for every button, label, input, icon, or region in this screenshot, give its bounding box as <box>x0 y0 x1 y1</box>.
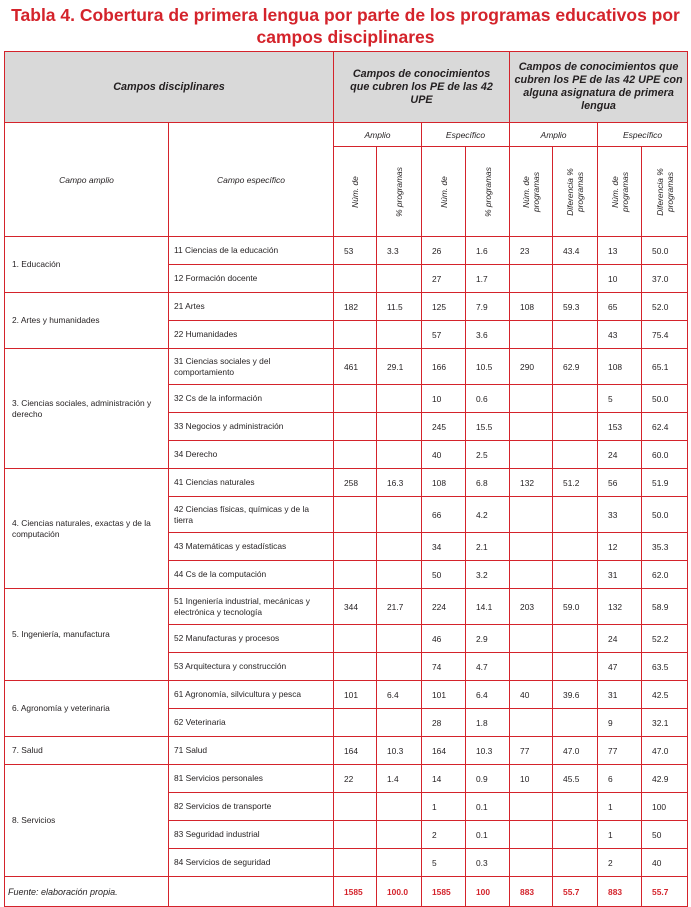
campo-especifico-cell: 34 Derecho <box>169 441 334 469</box>
value-cell: 32.1 <box>642 709 688 737</box>
header-group1: Campos de conocimientos que cubren los PE de las 42 UPE <box>334 52 510 123</box>
value-cell: 5 <box>598 385 642 413</box>
campo-especifico-cell: 12 Formación docente <box>169 265 334 293</box>
value-cell: 15.5 <box>466 413 510 441</box>
header-especifico-2: Específico <box>598 123 688 147</box>
value-cell: 11.5 <box>377 293 422 321</box>
value-cell <box>553 625 598 653</box>
campo-amplio-cell: 4. Ciencias naturales, exactas y de la computación <box>5 469 169 589</box>
value-cell: 101 <box>422 681 466 709</box>
value-cell: 290 <box>510 349 553 385</box>
value-cell <box>334 413 377 441</box>
value-cell <box>553 497 598 533</box>
value-cell <box>553 385 598 413</box>
source-note: Fuente: elaboración propia. <box>8 887 118 897</box>
value-cell <box>377 793 422 821</box>
value-cell <box>377 497 422 533</box>
value-cell: 52.2 <box>642 625 688 653</box>
value-cell: 74 <box>422 653 466 681</box>
value-cell: 1 <box>598 821 642 849</box>
value-cell: 2.9 <box>466 625 510 653</box>
value-cell: 108 <box>598 349 642 385</box>
value-cell: 50.0 <box>642 237 688 265</box>
value-cell <box>553 265 598 293</box>
value-cell: 1.4 <box>377 765 422 793</box>
value-cell: 0.6 <box>466 385 510 413</box>
column-header <box>642 147 688 237</box>
value-cell: 42.5 <box>642 681 688 709</box>
value-cell: 66 <box>422 497 466 533</box>
value-cell: 132 <box>598 589 642 625</box>
value-cell <box>377 385 422 413</box>
column-header-label: Núm. de programas <box>609 171 630 212</box>
value-cell: 28 <box>422 709 466 737</box>
campo-especifico-cell: 52 Manufacturas y procesos <box>169 625 334 653</box>
value-cell: 33 <box>598 497 642 533</box>
value-cell <box>334 653 377 681</box>
table-row <box>5 469 688 497</box>
value-cell: 40 <box>422 441 466 469</box>
table-row <box>5 765 688 793</box>
total-value-cell: 883 <box>510 877 553 907</box>
value-cell: 27 <box>422 265 466 293</box>
value-cell: 52.0 <box>642 293 688 321</box>
value-cell <box>510 849 553 877</box>
campo-especifico-cell: 41 Ciencias naturales <box>169 469 334 497</box>
value-cell: 10.3 <box>466 737 510 765</box>
value-cell: 75.4 <box>642 321 688 349</box>
value-cell <box>334 441 377 469</box>
table-row <box>5 237 688 265</box>
value-cell: 53 <box>334 237 377 265</box>
value-cell: 40 <box>642 849 688 877</box>
value-cell: 4.7 <box>466 653 510 681</box>
value-cell <box>553 793 598 821</box>
campo-especifico-cell: 33 Negocios y administración <box>169 413 334 441</box>
value-cell: 60.0 <box>642 441 688 469</box>
header-amplio-1: Amplio <box>334 123 422 147</box>
value-cell: 35.3 <box>642 533 688 561</box>
value-cell: 6.4 <box>377 681 422 709</box>
value-cell <box>334 793 377 821</box>
value-cell <box>377 321 422 349</box>
value-cell <box>377 413 422 441</box>
total-value-cell: 1585 <box>334 877 377 907</box>
campo-especifico-cell: 84 Servicios de seguridad <box>169 849 334 877</box>
column-header-label: % programas <box>482 166 493 217</box>
campo-amplio-cell: 8. Servicios <box>5 765 169 877</box>
value-cell <box>553 561 598 589</box>
value-cell: 65 <box>598 293 642 321</box>
value-cell <box>553 533 598 561</box>
coverage-table <box>4 51 688 907</box>
value-cell: 21.7 <box>377 589 422 625</box>
value-cell <box>553 653 598 681</box>
campo-amplio-cell: 1. Educación <box>5 237 169 293</box>
column-header-label: Diferencia % programas <box>565 167 586 216</box>
value-cell: 245 <box>422 413 466 441</box>
value-cell: 56 <box>598 469 642 497</box>
column-header-label: Núm. de <box>350 175 361 208</box>
column-header <box>422 147 466 237</box>
value-cell <box>334 265 377 293</box>
column-header <box>334 147 377 237</box>
value-cell <box>510 561 553 589</box>
value-cell: 1 <box>422 793 466 821</box>
campo-especifico-cell: 82 Servicios de transporte <box>169 793 334 821</box>
header-campo-especifico: Campo específico <box>169 123 334 237</box>
column-header <box>466 147 510 237</box>
value-cell <box>377 533 422 561</box>
value-cell: 10 <box>598 265 642 293</box>
value-cell <box>377 441 422 469</box>
value-cell <box>510 413 553 441</box>
value-cell: 26 <box>422 237 466 265</box>
column-header-label: Núm. de programas <box>521 171 542 212</box>
total-value-cell: 55.7 <box>642 877 688 907</box>
value-cell <box>553 709 598 737</box>
column-header <box>510 147 553 237</box>
value-cell: 5 <box>422 849 466 877</box>
value-cell: 0.9 <box>466 765 510 793</box>
value-cell: 10 <box>422 385 466 413</box>
value-cell: 62.0 <box>642 561 688 589</box>
value-cell: 59.0 <box>553 589 598 625</box>
value-cell <box>377 821 422 849</box>
value-cell: 1.8 <box>466 709 510 737</box>
value-cell: 77 <box>598 737 642 765</box>
campo-especifico-cell: 42 Ciencias físicas, químicas y de la tierra <box>169 497 334 533</box>
header-especifico-1: Específico <box>422 123 510 147</box>
campo-especifico-cell: 51 Ingeniería industrial, mecánicas y electrónica y tecnología <box>169 589 334 625</box>
value-cell: 6.8 <box>466 469 510 497</box>
value-cell: 182 <box>334 293 377 321</box>
value-cell: 2 <box>422 821 466 849</box>
value-cell: 344 <box>334 589 377 625</box>
value-cell <box>553 413 598 441</box>
campo-especifico-cell: 21 Artes <box>169 293 334 321</box>
value-cell <box>510 533 553 561</box>
value-cell <box>510 821 553 849</box>
value-cell: 4.2 <box>466 497 510 533</box>
table-title: Tabla 4. Cobertura de primera lengua por parte de los programas educativos por campos disciplinares <box>11 5 680 47</box>
value-cell <box>334 533 377 561</box>
value-cell <box>510 441 553 469</box>
value-cell <box>510 265 553 293</box>
column-header <box>598 147 642 237</box>
value-cell: 13 <box>598 237 642 265</box>
table-row <box>5 293 688 321</box>
value-cell: 108 <box>510 293 553 321</box>
campo-especifico-cell: 11 Ciencias de la educación <box>169 237 334 265</box>
value-cell: 153 <box>598 413 642 441</box>
value-cell <box>377 265 422 293</box>
header-campos: Campos disciplinares <box>5 52 334 123</box>
value-cell: 125 <box>422 293 466 321</box>
value-cell <box>377 625 422 653</box>
value-cell <box>510 321 553 349</box>
header-group2: Campos de conocimientos que cubren los PE de las 42 UPE con alguna asignatura de primera lengua <box>510 52 688 123</box>
value-cell: 2 <box>598 849 642 877</box>
value-cell: 0.3 <box>466 849 510 877</box>
value-cell <box>553 821 598 849</box>
total-value-cell: 100.0 <box>377 877 422 907</box>
value-cell: 7.9 <box>466 293 510 321</box>
value-cell: 2.5 <box>466 441 510 469</box>
value-cell: 51.2 <box>553 469 598 497</box>
column-header-label: Diferencia % programas <box>654 167 675 216</box>
table-row <box>5 681 688 709</box>
column-header <box>377 147 422 237</box>
value-cell <box>377 709 422 737</box>
value-cell <box>510 625 553 653</box>
value-cell: 203 <box>510 589 553 625</box>
value-cell <box>377 653 422 681</box>
value-cell <box>377 849 422 877</box>
value-cell: 34 <box>422 533 466 561</box>
value-cell: 9 <box>598 709 642 737</box>
value-cell <box>334 709 377 737</box>
value-cell: 24 <box>598 625 642 653</box>
table-row <box>5 349 688 385</box>
value-cell: 16.3 <box>377 469 422 497</box>
value-cell <box>334 561 377 589</box>
total-value-cell: 100 <box>466 877 510 907</box>
campo-especifico-cell: 31 Ciencias sociales y del comportamiento <box>169 349 334 385</box>
value-cell: 132 <box>510 469 553 497</box>
value-cell <box>334 321 377 349</box>
value-cell: 14.1 <box>466 589 510 625</box>
value-cell <box>334 385 377 413</box>
value-cell: 3.6 <box>466 321 510 349</box>
value-cell: 166 <box>422 349 466 385</box>
value-cell <box>334 625 377 653</box>
totals-empty-cell <box>169 877 334 907</box>
value-cell: 47.0 <box>553 737 598 765</box>
value-cell: 23 <box>510 237 553 265</box>
value-cell: 24 <box>598 441 642 469</box>
value-cell: 40 <box>510 681 553 709</box>
campo-amplio-cell: 7. Salud <box>5 737 169 765</box>
value-cell: 1.7 <box>466 265 510 293</box>
campo-especifico-cell: 81 Servicios personales <box>169 765 334 793</box>
table-row <box>5 589 688 625</box>
value-cell: 3.3 <box>377 237 422 265</box>
value-cell: 1 <box>598 793 642 821</box>
value-cell: 0.1 <box>466 821 510 849</box>
value-cell <box>553 321 598 349</box>
value-cell: 14 <box>422 765 466 793</box>
header-campo-amplio: Campo amplio <box>5 123 169 237</box>
value-cell: 45.5 <box>553 765 598 793</box>
value-cell: 3.2 <box>466 561 510 589</box>
value-cell: 50.0 <box>642 497 688 533</box>
value-cell: 2.1 <box>466 533 510 561</box>
value-cell: 29.1 <box>377 349 422 385</box>
value-cell: 10.5 <box>466 349 510 385</box>
campo-especifico-cell: 44 Cs de la computación <box>169 561 334 589</box>
value-cell <box>377 561 422 589</box>
total-value-cell: 55.7 <box>553 877 598 907</box>
campo-especifico-cell: 62 Veterinaria <box>169 709 334 737</box>
value-cell: 461 <box>334 349 377 385</box>
value-cell <box>334 821 377 849</box>
campo-especifico-cell: 22 Humanidades <box>169 321 334 349</box>
value-cell: 22 <box>334 765 377 793</box>
value-cell <box>553 849 598 877</box>
value-cell <box>510 793 553 821</box>
value-cell: 62.4 <box>642 413 688 441</box>
value-cell: 57 <box>422 321 466 349</box>
value-cell: 50.0 <box>642 385 688 413</box>
value-cell: 51.9 <box>642 469 688 497</box>
value-cell: 77 <box>510 737 553 765</box>
value-cell: 65.1 <box>642 349 688 385</box>
column-header-label: % programas <box>394 166 405 217</box>
column-header-label: Núm. de <box>438 175 449 208</box>
value-cell: 12 <box>598 533 642 561</box>
value-cell <box>510 385 553 413</box>
value-cell <box>510 709 553 737</box>
value-cell: 164 <box>334 737 377 765</box>
value-cell: 100 <box>642 793 688 821</box>
value-cell: 43.4 <box>553 237 598 265</box>
value-cell: 1.6 <box>466 237 510 265</box>
table-row <box>5 737 688 765</box>
campo-especifico-cell: 61 Agronomía, silvicultura y pesca <box>169 681 334 709</box>
value-cell: 31 <box>598 681 642 709</box>
value-cell: 47.0 <box>642 737 688 765</box>
campo-amplio-cell: 5. Ingeniería, manufactura <box>5 589 169 681</box>
value-cell: 43 <box>598 321 642 349</box>
value-cell: 39.6 <box>553 681 598 709</box>
campo-especifico-cell: 32 Cs de la información <box>169 385 334 413</box>
campo-especifico-cell: 83 Seguridad industrial <box>169 821 334 849</box>
total-value-cell: 883 <box>598 877 642 907</box>
value-cell <box>510 497 553 533</box>
value-cell <box>334 497 377 533</box>
column-header <box>553 147 598 237</box>
value-cell <box>334 849 377 877</box>
campo-especifico-cell: 53 Arquitectura y construcción <box>169 653 334 681</box>
value-cell: 50 <box>642 821 688 849</box>
campo-amplio-cell: 3. Ciencias sociales, administración y derecho <box>5 349 169 469</box>
value-cell: 46 <box>422 625 466 653</box>
header-amplio-2: Amplio <box>510 123 598 147</box>
value-cell: 63.5 <box>642 653 688 681</box>
value-cell: 258 <box>334 469 377 497</box>
value-cell: 62.9 <box>553 349 598 385</box>
value-cell: 37.0 <box>642 265 688 293</box>
campo-amplio-cell: 6. Agronomía y veterinaria <box>5 681 169 737</box>
total-value-cell: 1585 <box>422 877 466 907</box>
value-cell: 58.9 <box>642 589 688 625</box>
campo-amplio-cell: 2. Artes y humanidades <box>5 293 169 349</box>
value-cell: 50 <box>422 561 466 589</box>
campo-especifico-cell: 71 Salud <box>169 737 334 765</box>
value-cell: 47 <box>598 653 642 681</box>
value-cell: 224 <box>422 589 466 625</box>
campo-especifico-cell: 43 Matemáticas y estadísticas <box>169 533 334 561</box>
value-cell: 164 <box>422 737 466 765</box>
value-cell: 0.1 <box>466 793 510 821</box>
value-cell: 6 <box>598 765 642 793</box>
value-cell: 42.9 <box>642 765 688 793</box>
value-cell <box>553 441 598 469</box>
value-cell: 108 <box>422 469 466 497</box>
value-cell: 59.3 <box>553 293 598 321</box>
value-cell: 10.3 <box>377 737 422 765</box>
value-cell: 31 <box>598 561 642 589</box>
value-cell: 10 <box>510 765 553 793</box>
value-cell <box>510 653 553 681</box>
value-cell: 6.4 <box>466 681 510 709</box>
value-cell: 101 <box>334 681 377 709</box>
